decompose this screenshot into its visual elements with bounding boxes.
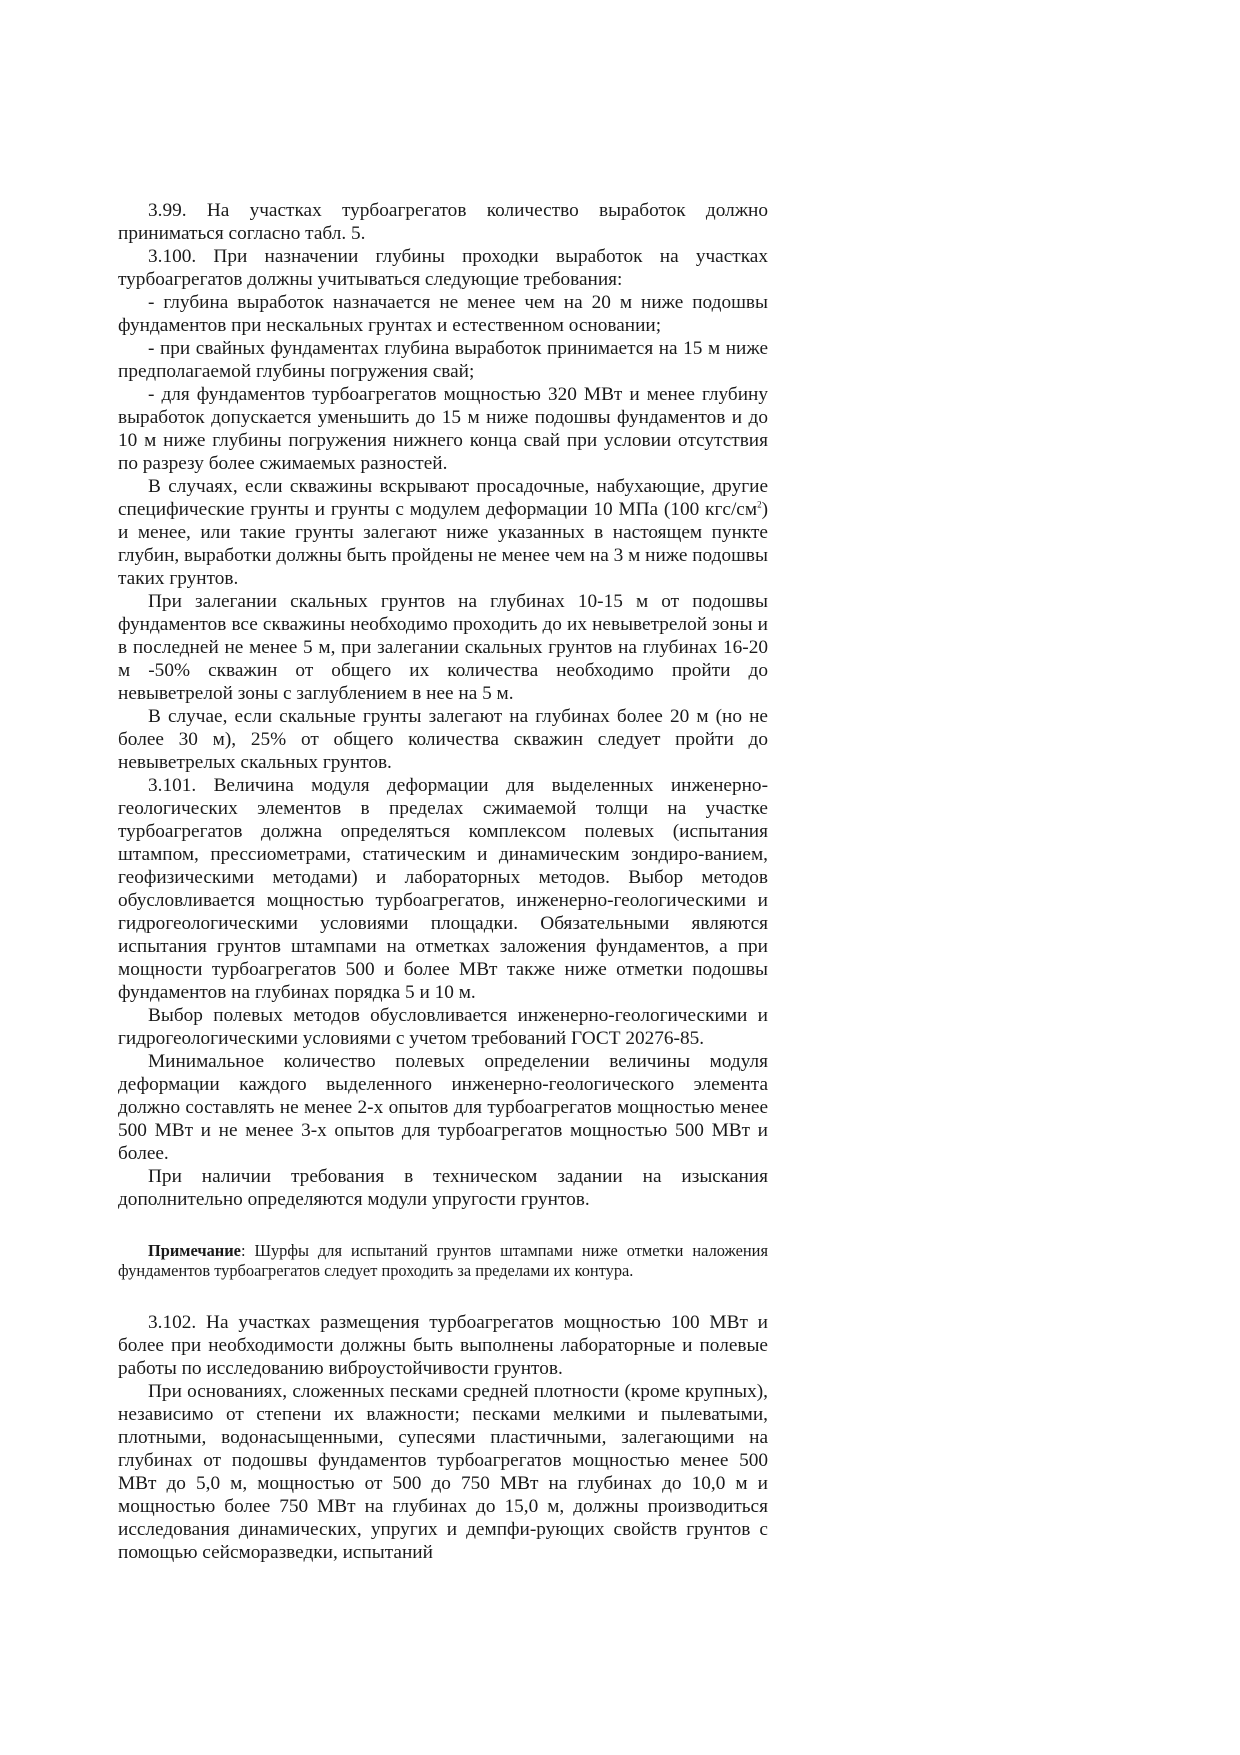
paragraph-special-soils-part-2: ) и менее, или такие грунты залегают ниже указанных в настоящем пункте глубин, выработки должны быть пройдены не менее чем на 3 м ниже подошвы таких грунтов. [118, 499, 768, 589]
note [118, 1241, 768, 1281]
paragraph-3-99: 3.99. На участках турбоагрегатов количество выработок должно приниматься согласно табл. 5. [118, 200, 768, 244]
paragraph-field-methods: Выбор полевых методов обусловливается инженерно-геологическими и гидрогеологическими условиями с учетом требований ГОСТ 20276-85. [118, 1005, 768, 1049]
paragraph-special-soils-part-1: В случаях, если скважины вскрывают просадочные, набухающие, другие специфические грунты и грунты с модулем деформации 10 МПа (100 кгс/см [118, 476, 768, 520]
paragraph-foundations-sands: При основаниях, сложенных песками средней плотности (кроме крупных), независимо от степени их влажности; песками мелкими и пылеватыми, плотными, водонасыщенными, супесями пластичными, залегающими на глубинах от подошвы фундаментов турбоагрегатов мощностью менее 500 МВт до 5,0 м, мощностью от 500 до 750 МВт на глубинах до 10,0 м и мощностью более 750 МВт на глубинах до 15,0 м, должны производиться исследования динамических, упругих и демпфи-рующих свойств грунтов с помощью сейсморазведки, испытаний [118, 1381, 768, 1563]
requirement-item-2: - при свайных фундаментах глубина выработок принимается на 15 м ниже предполагаемой глубины погружения свай; [118, 338, 768, 382]
paragraph-min-tests: Минимальное количество полевых определении величины модуля деформации каждого выделенного инженерно-геологического элемента должно составлять не менее 2-х опытов для турбоагрегатов мощностью менее 500 МВт и не менее 3-х опытов для турбоагрегатов мощностью 500 МВт и более. [118, 1051, 768, 1164]
paragraph-3-100: 3.100. При назначении глубины проходки выработок на участках турбоагрегатов должны учитываться следующие требования: [118, 246, 768, 290]
document-page [118, 199, 768, 1564]
paragraph-special-soils [118, 475, 768, 590]
requirement-item-1: - глубина выработок назначается не менее чем на 20 м ниже подошвы фундаментов при нескальных грунтах и естественном основании; [118, 292, 768, 336]
requirement-item-3: - для фундаментов турбоагрегатов мощностью 320 МВт и менее глубину выработок допускается уменьшить до 15 м ниже подошвы фундаментов и до 10 м ниже глубины погружения нижнего конца свай при условии отсутствия по разрезу более сжимаемых разностей. [118, 384, 768, 474]
paragraph-rock-soils-20: В случае, если скальные грунты залегают на глубинах более 20 м (но не более 30 м), 25% от общего количества скважин следует пройти до невыветрелых скальных грунтов. [118, 706, 768, 773]
superscript-2: 2 [757, 499, 762, 510]
paragraph-3-102: 3.102. На участках размещения турбоагрегатов мощностью 100 МВт и более при необходимости должны быть выполнены лабораторные и полевые работы по исследованию виброустойчивости грунтов. [118, 1312, 768, 1379]
paragraph-3-101: 3.101. Величина модуля деформации для выделенных инженерно-геологических элементов в пределах сжимаемой толщи на участке турбоагрегатов должна определяться комплексом полевых (испытания штампом, прессиометрами, статическим и динамическим зондиро-ванием, геофизическими методами) и лабораторных методов. Выбор методов обусловливается мощностью турбоагрегатов, инженерно-геологическими и гидрогеологическими условиями площадки. Обязательными являются испытания грунтов штампами на отметках заложения фундаментов, а при мощности турбоагрегатов 500 и более МВт также ниже отметки подошвы фундаментов на глубинах порядка 5 и 10 м. [118, 775, 768, 1003]
note-label: Примечание [148, 1241, 241, 1260]
paragraph-rock-soils-10-15: При залегании скальных грунтов на глубинах 10-15 м от подошвы фундаментов все скважины необходимо проходить до их невыветрелой зоны и в последней не менее 5 м, при залегании скальных грунтов на глубинах 16-20 м -50% скважин от общего их количества необходимо пройти до невыветрелой зоны с заглублением в нее на 5 м. [118, 591, 768, 704]
note-text: : Шурфы для испытаний грунтов штампами ниже отметки наложения фундаментов турбоагрегатов следует проходить за пределами их контура. [118, 1241, 768, 1280]
paragraph-elastic-moduli: При наличии требования в техническом задании на изыскания дополнительно определяются модули упругости грунтов. [118, 1166, 768, 1210]
